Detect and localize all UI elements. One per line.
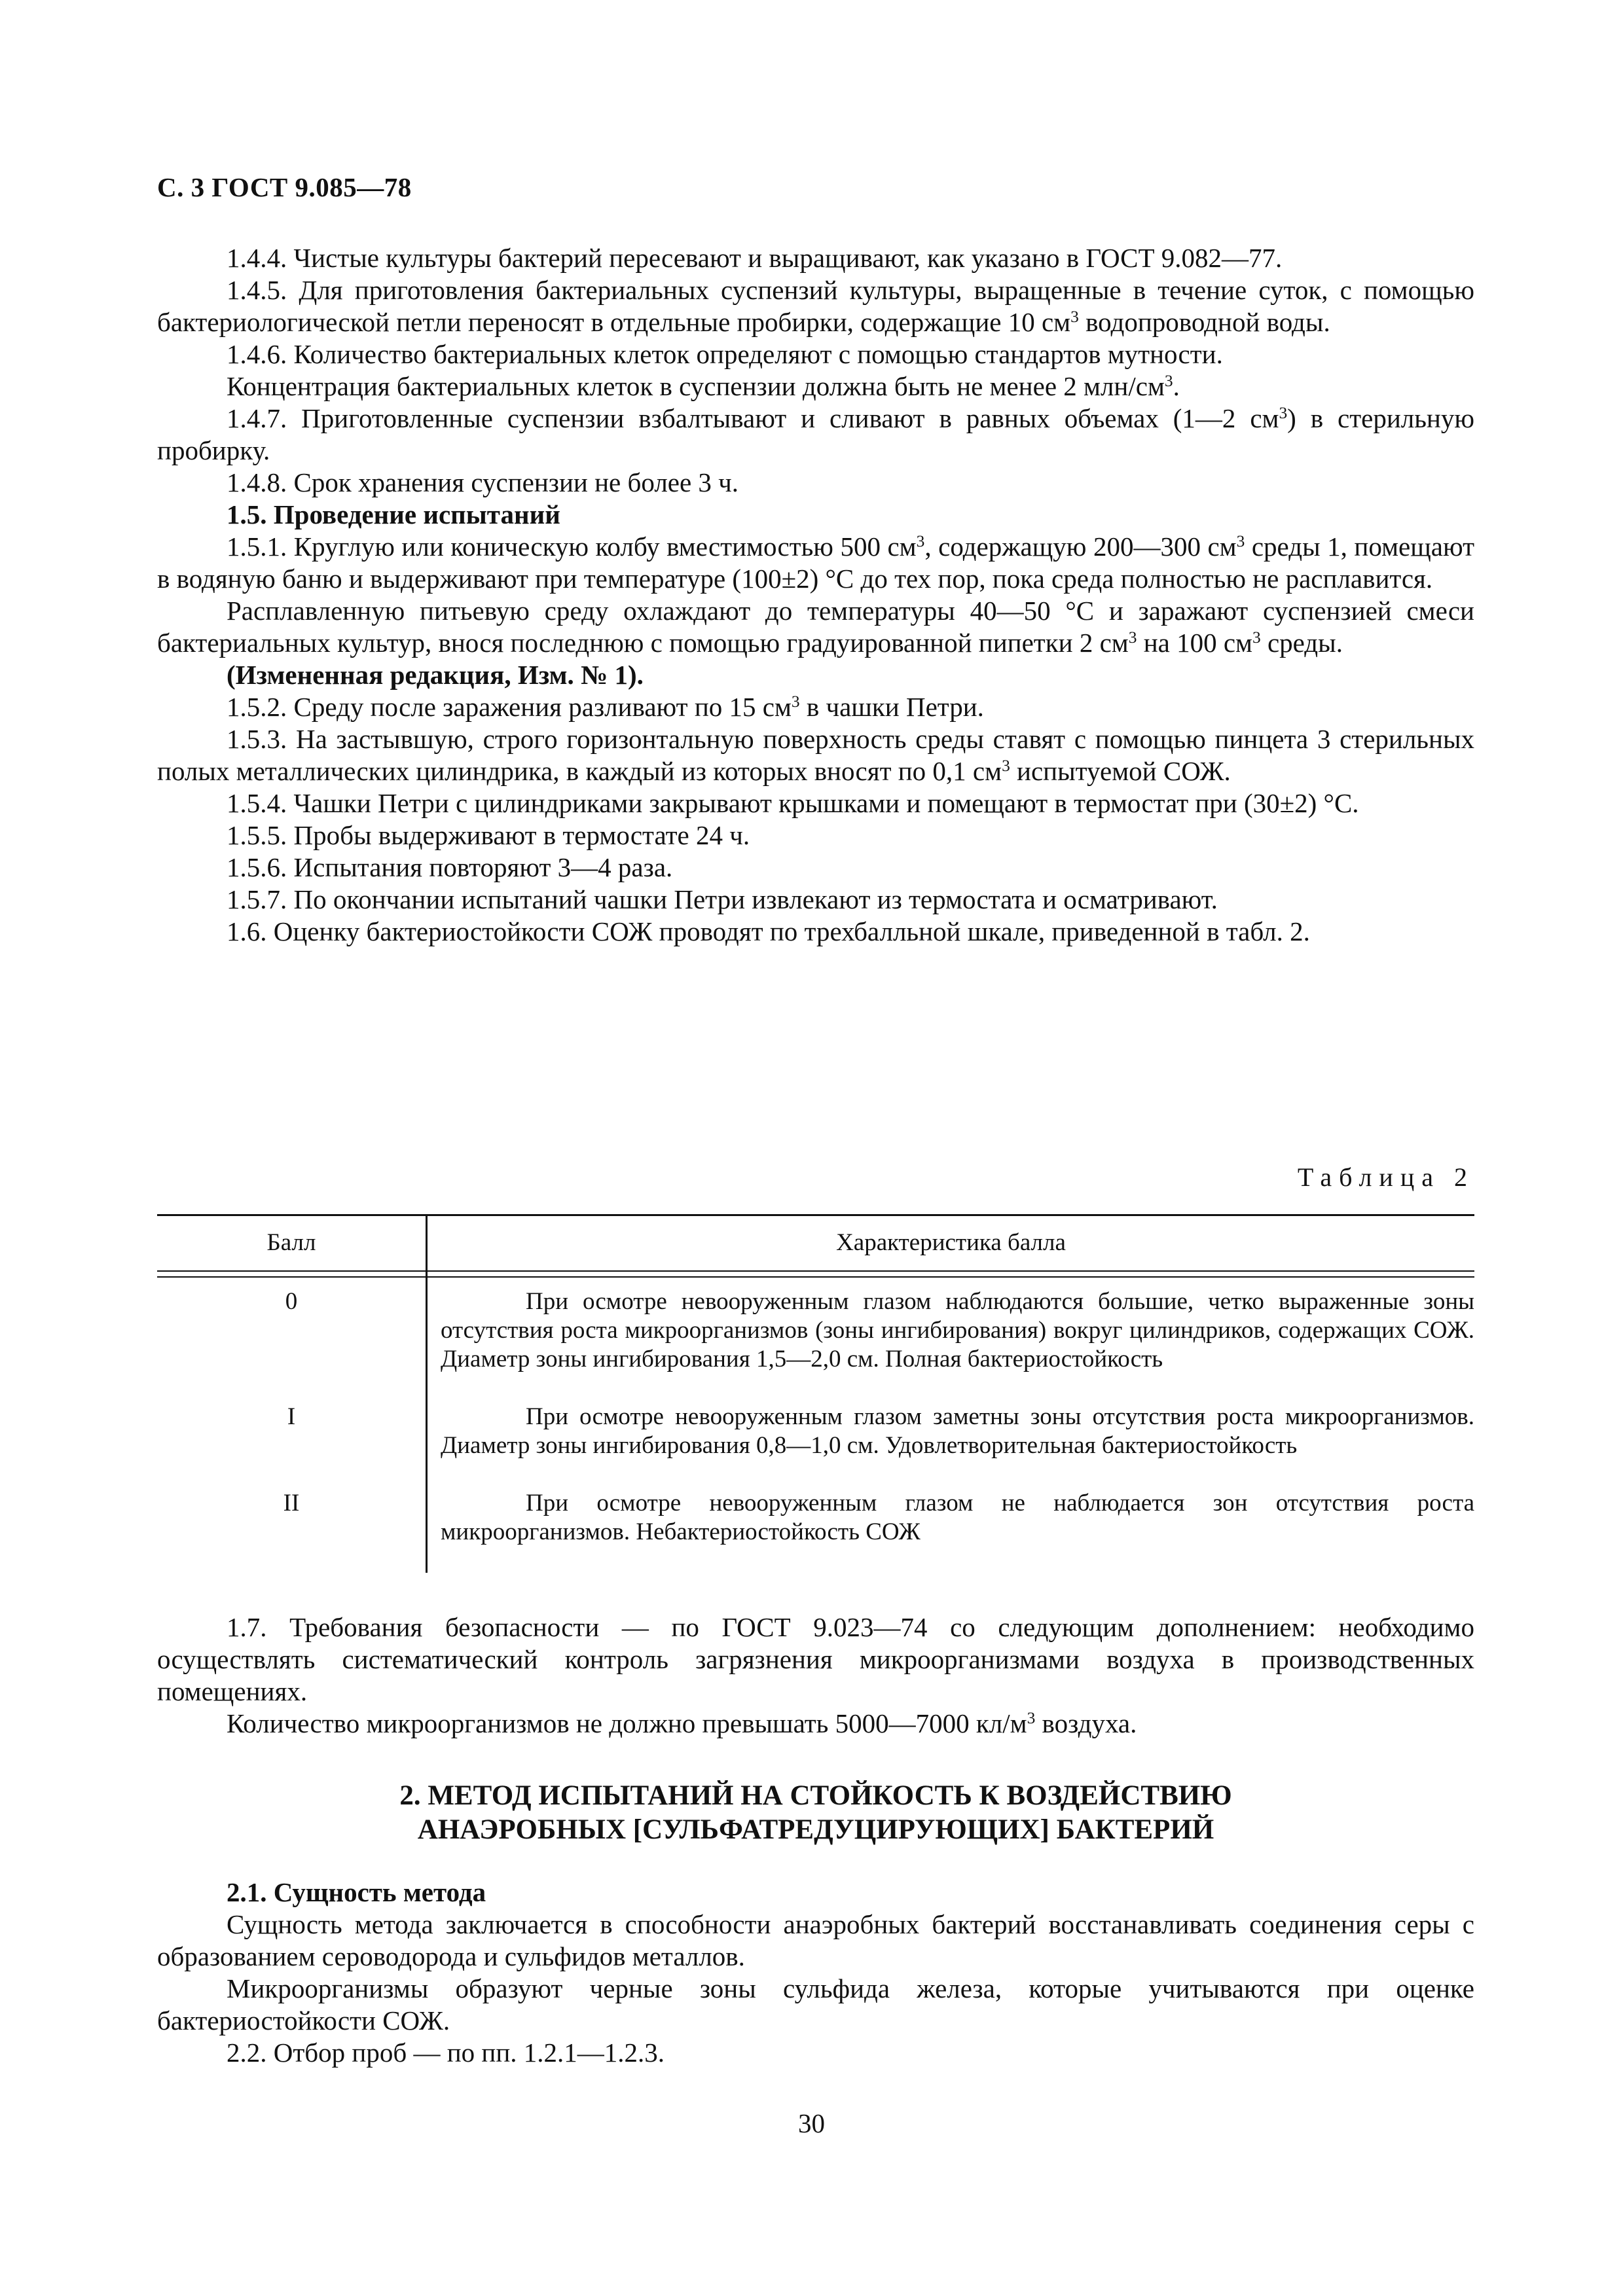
section-2-title-line: АНАЭРОБНЫХ [СУЛЬФАТРЕДУЦИРУЮЩИХ] БАКТЕРИЙ (417, 1814, 1214, 1845)
paragraph: 1.5.4. Чашки Петри с цилиндриками закрывают крышками и помещают в термостат при (30±2) °С. (227, 788, 1359, 818)
section-1-7-text (157, 1611, 1474, 1740)
paragraph: 2.2. Отбор проб — по пп. 1.2.1—1.2.3. (227, 2037, 665, 2068)
section-2-title (157, 1779, 1474, 1847)
subsection-heading: 2.1. Сущность метода (227, 1877, 486, 1907)
paragraph: 1.7. Требования безопасности — по ГОСТ 9.023—74 со следующим дополнением: необходимо осуществлять систематический контроль загрязнения микроорганизмами воздуха в производственных помещениях. (157, 1612, 1474, 1706)
paragraph: 1.6. Оценку бактериостойкости СОЖ проводят по трехбалльной шкале, приведенной в табл. 2. (227, 916, 1310, 946)
paragraph: Концентрация бактериальных клеток в суспензии должна быть не менее 2 млн/$см^3$. (227, 371, 1180, 401)
paragraph: 1.4.4. Чистые культуры бактерий пересевают и выращивают, как указано в ГОСТ 9.082—77. (227, 243, 1283, 273)
paragraph: 1.5.2. Среду после заражения разливают по 15 $см^3$ в чашки Петри. (227, 692, 984, 722)
table-caption: Таблица 2 (1297, 1162, 1474, 1192)
paragraph: 1.4.6. Количество бактериальных клеток определяют с помощью стандартов мутности. (227, 339, 1223, 369)
table-cell-description: При осмотре невооруженным глазом наблюдаются большие, четко выраженные зоны отсутствия роста микроорганизмов (зоны ингибирования) вокруг цилиндриков, содержащих СОЖ. Диаметр зоны ингибирования 1,5—2,0 см. Полная бактериостойкость (441, 1288, 1474, 1372)
section-1-4-text (157, 242, 1474, 948)
paragraph: Сущность метода заключается в способности анаэробных бактерий восстанавливать соединения серы с образованием сероводорода и сульфидов металлов. (157, 1909, 1474, 1971)
section-2-text (157, 1876, 1474, 2069)
paragraph: 1.4.7. Приготовленные суспензии взбалтывают и сливают в равных объемах (1—2 $см^3$) в стерильную пробирку. (157, 403, 1474, 465)
paragraph: 1.5.7. По окончании испытаний чашки Петри извлекают из термостата и осматривают. (227, 884, 1218, 914)
table-cell-score: II (283, 1490, 300, 1516)
table-header-rule (157, 1276, 1474, 1278)
table-column-divider (426, 1214, 428, 1573)
table-header-score: Балл (266, 1229, 316, 1256)
table-top-rule (157, 1214, 1474, 1216)
score-table (157, 1214, 1474, 1573)
table-header-description: Характеристика балла (836, 1229, 1066, 1256)
paragraph: 1.5.6. Испытания повторяют 3—4 раза. (227, 852, 673, 882)
paragraph: 1.5.3. На застывшую, строго горизонтальную поверхность среды ставят с помощью пинцета 3 стерильных полых металлических цилиндрика, в каждый из которых вносят по 0,1 $см^3$ испытуемой СОЖ. (157, 724, 1474, 786)
table-cell-score: 0 (285, 1288, 298, 1315)
amendment-note: (Измененная редакция, Изм. № 1). (227, 660, 644, 690)
table-header-rule (157, 1270, 1474, 1272)
paragraph: 1.5.1. Круглую или коническую колбу вместимостью 500 $см^3$, содержащую 200—300 $см^3$ среды 1, помещают в водяную баню и выдерживают при температуре (100±2) °С до тех пор, пока среда полностью не расплавится. (157, 531, 1475, 594)
subsection-heading: 1.5. Проведение испытаний (227, 499, 560, 529)
section-2-title-line: 2. МЕТОД ИСПЫТАНИЙ НА СТОЙКОСТЬ К ВОЗДЕЙСТВИЮ (399, 1780, 1232, 1811)
table-cell-description: При осмотре невооруженным глазом заметны зоны отсутствия роста микроорганизмов. Диаметр зоны ингибирования 0,8—1,0 см. Удовлетворительная бактериостойкость (441, 1403, 1474, 1459)
paragraph: 1.4.5. Для приготовления бактериальных суспензий культуры, выращенные в течение суток, с помощью бактериологической петли переносят в отдельные пробирки, содержащие 10 $см^3$ водопроводной воды. (157, 275, 1474, 337)
table-cell-score: I (287, 1403, 296, 1430)
paragraph: Расплавленную питьевую среду охлаждают до температуры 40—50 °С и заражают суспензией смеси бактериальных культур, внося последнюю с помощью градуированной пипетки 2 $см^3$ на 100 $см^3$ среды. (157, 596, 1474, 658)
page-header: С. 3 ГОСТ 9.085—78 (157, 172, 412, 202)
page-number: 30 (798, 2108, 825, 2138)
paragraph: 1.5.5. Пробы выдерживают в термостате 24 ч. (227, 820, 750, 850)
paragraph: Микроорганизмы образуют черные зоны сульфида железа, которые учитываются при оценке бактериостойкости СОЖ. (157, 1973, 1474, 2036)
table-cell-description: При осмотре невооруженным глазом не наблюдается зон отсутствия роста микроорганизмов. Небактериостойкость СОЖ (441, 1490, 1474, 1545)
paragraph: 1.4.8. Срок хранения суспензии не более 3 ч. (227, 467, 739, 497)
paragraph: Количество микроорганизмов не должно превышать 5000—7000 $кл/м^3$ воздуха. (227, 1708, 1137, 1738)
